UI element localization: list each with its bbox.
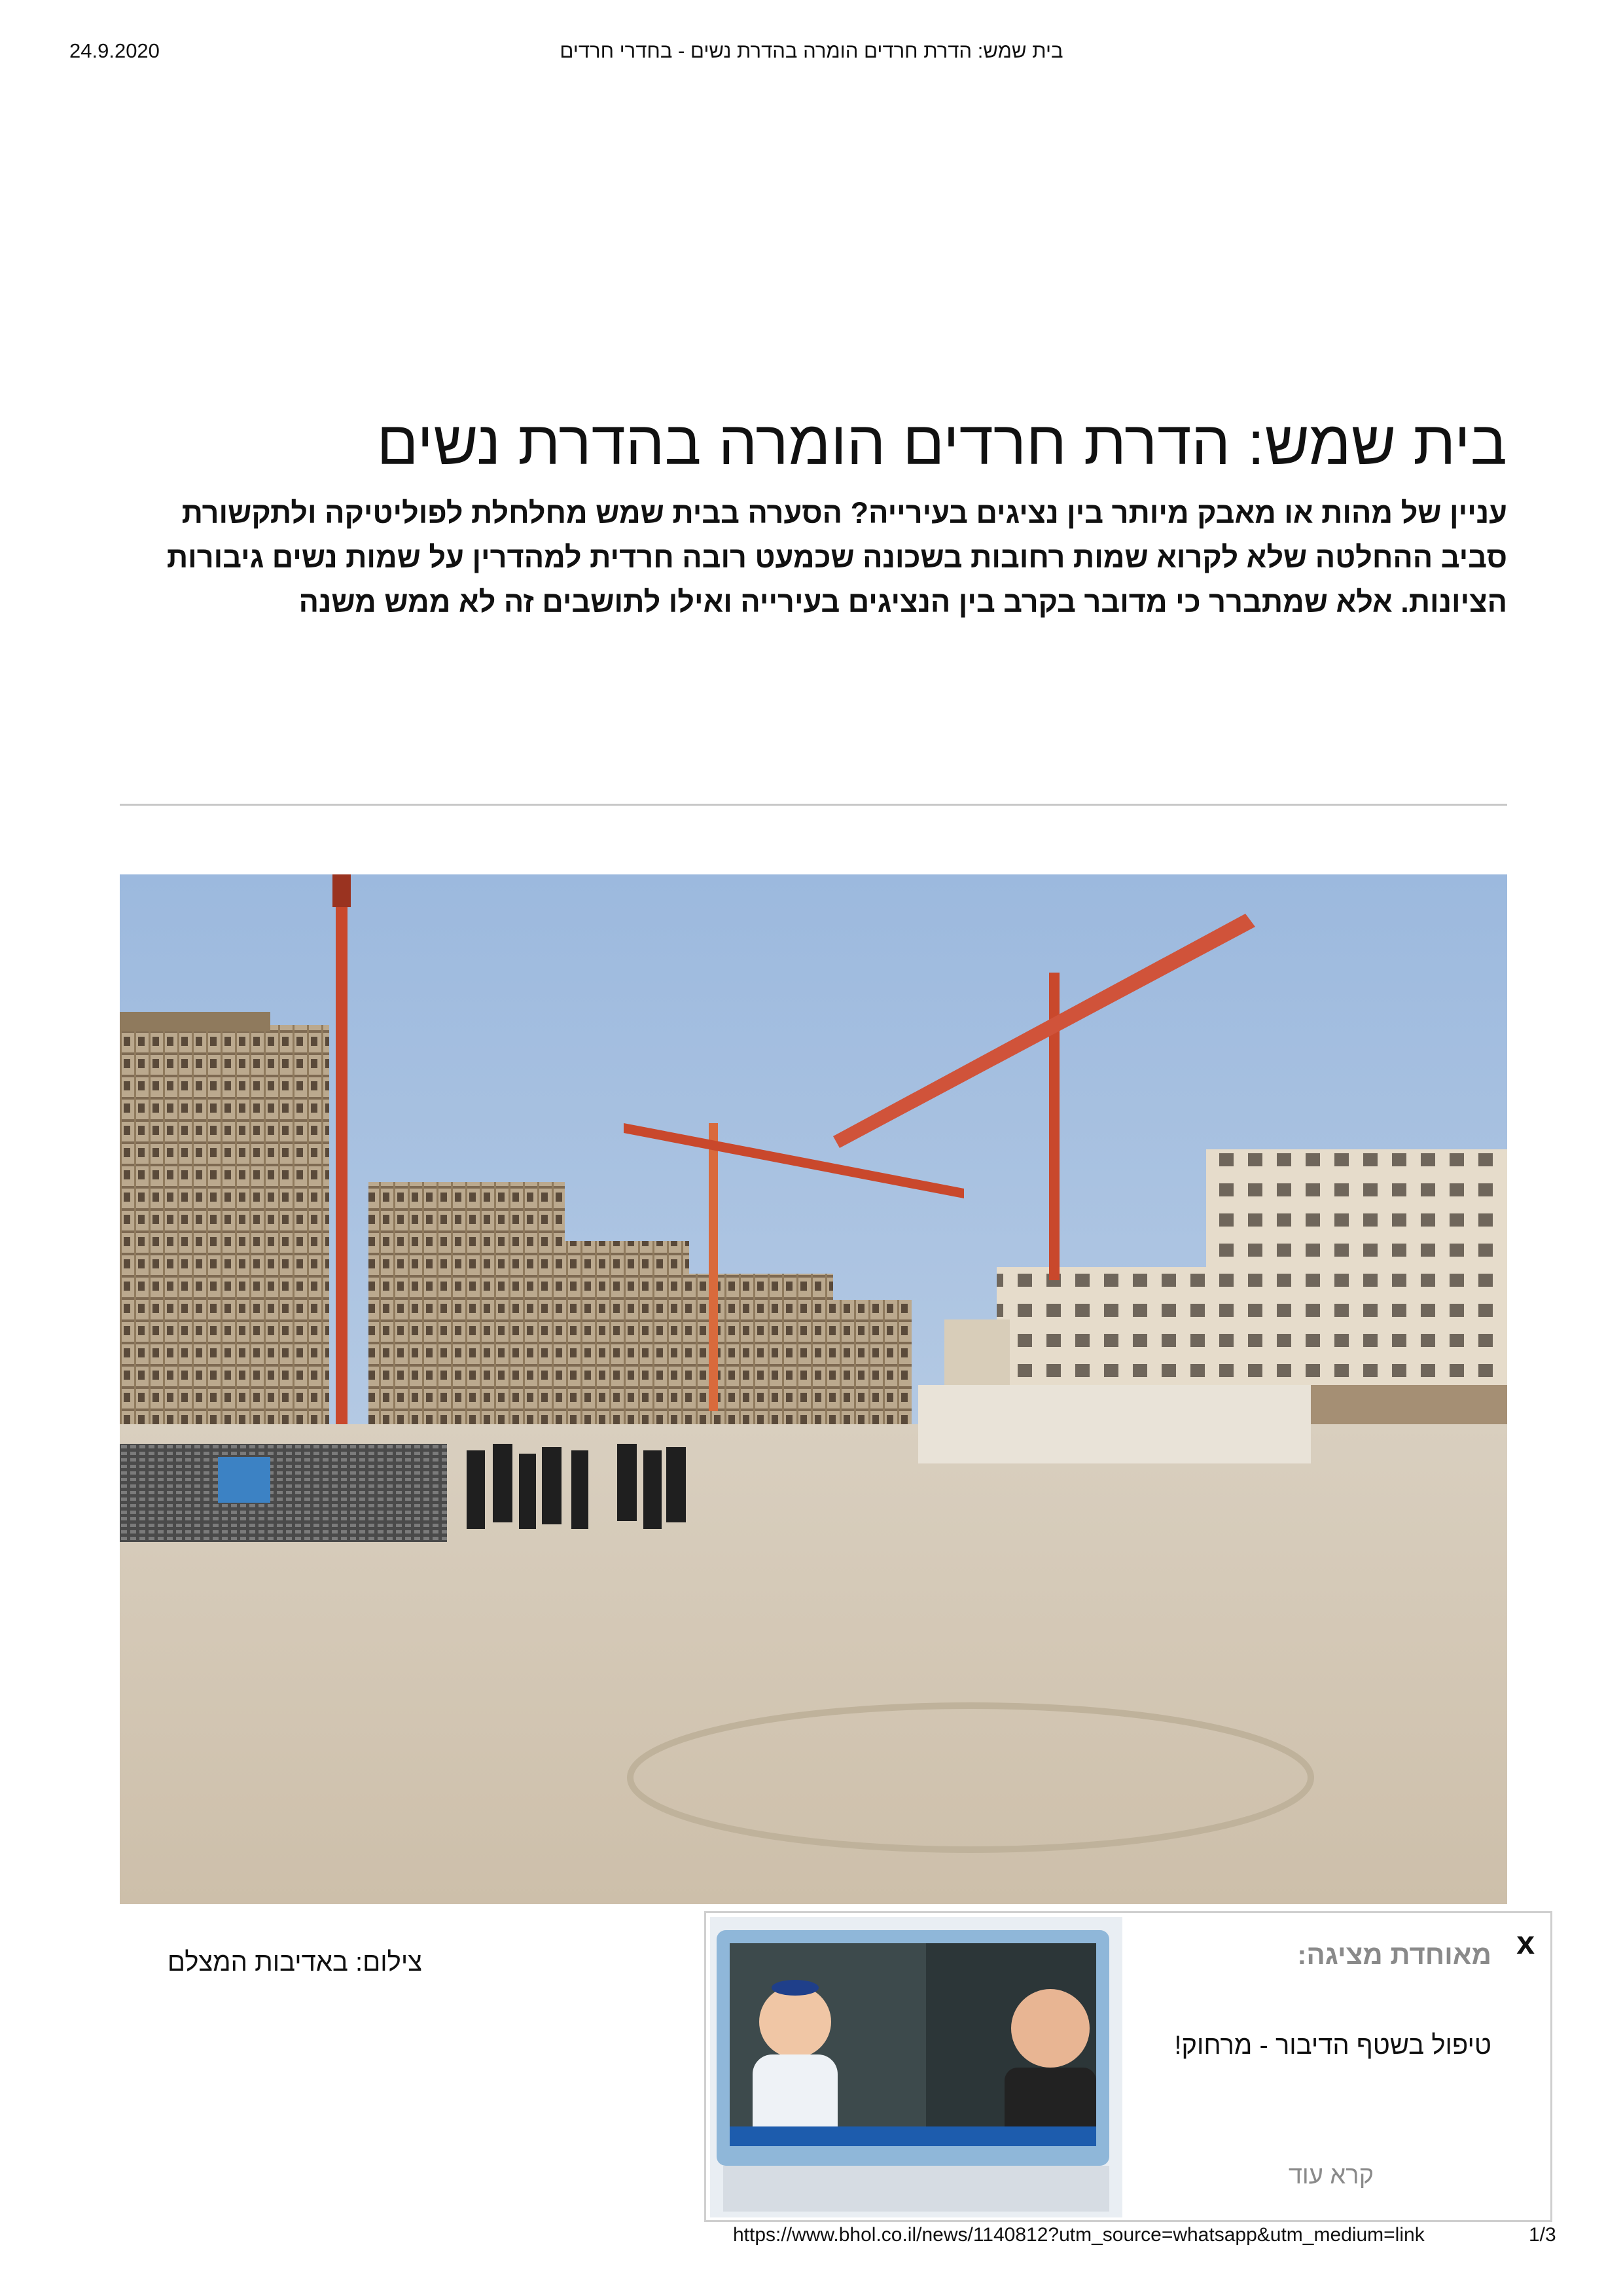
sponsored-ad[interactable] <box>704 1911 1552 2222</box>
divider <box>120 804 1507 806</box>
print-date: 24.9.2020 <box>69 39 160 62</box>
article-headline: בית שמש: הדרת חרדים הומרה בהדרת נשים <box>376 408 1507 477</box>
close-icon[interactable]: x <box>1516 1924 1535 1961</box>
article-photo <box>120 874 1507 1904</box>
ad-read-more-link[interactable]: קרא עוד <box>1288 2162 1374 2189</box>
print-page-title: בית שמש: הדרת חרדים הומרה בהדרת נשים - בחדרי חרדים <box>560 39 1063 62</box>
ad-headline-link[interactable]: טיפול בשטף הדיבור - מרחוק! <box>1174 2031 1491 2060</box>
ad-image[interactable] <box>710 1917 1122 2217</box>
print-url: https://www.bhol.co.il/news/1140812?utm_source=whatsapp&utm_medium=link <box>733 2224 1425 2246</box>
article-lead: עניין של מהות או מאבק מיותר בין נציגים בעירייה? הסערה בבית שמש מחלחלת לפוליטיקה ולתקשורת סביב ההחלטה שלא לקרוא שמות רחובות בשכונה שכמעט רובה חרדית למהדרין על שמות נשים גיבורות הציונות. אלא שמתברר כי מדובר בקרב בין הנציגים בעירייה ואילו לתושבים זה לא ממש משנה <box>166 496 1507 619</box>
page-number: 1/3 <box>1529 2224 1556 2246</box>
print-header <box>0 39 1623 79</box>
ad-sponsor-label: מאוחדת מציגה: <box>1297 1939 1491 1970</box>
photo-caption: צילום: באדיבות המצלם <box>167 1948 422 1977</box>
article <box>120 404 1507 624</box>
